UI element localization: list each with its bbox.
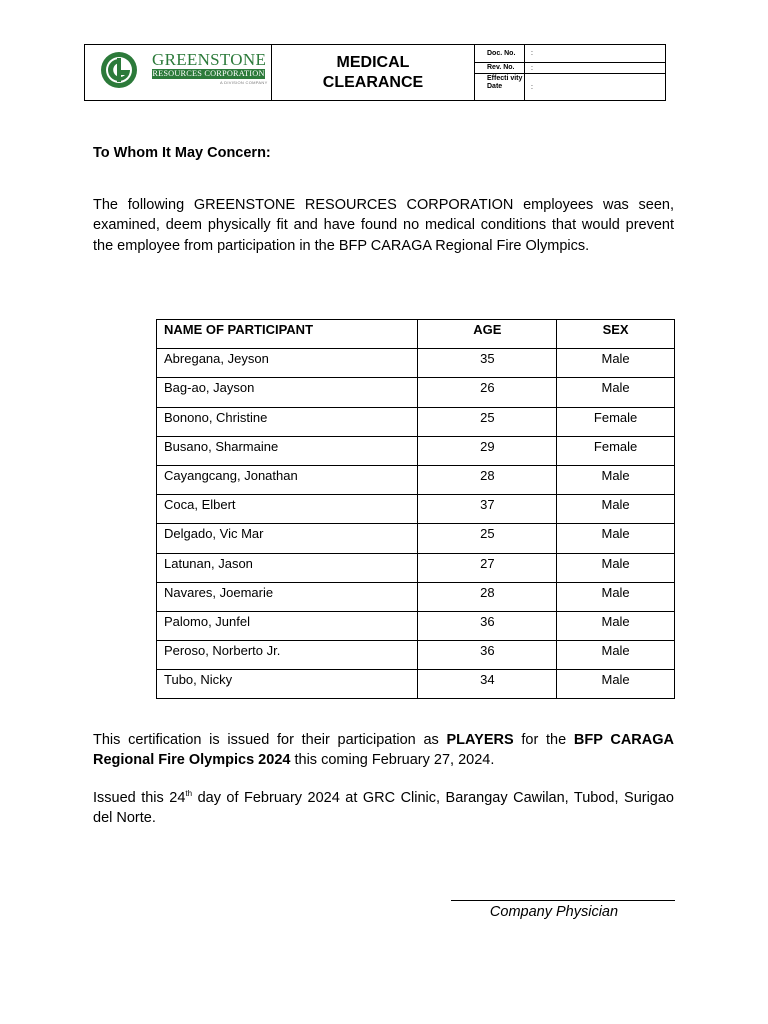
cell-name: Busano, Sharmaine — [157, 436, 418, 465]
cell-sex: Male — [557, 670, 675, 699]
cell-age: 26 — [418, 378, 557, 407]
header-age: AGE — [418, 320, 557, 349]
cell-age: 27 — [418, 553, 557, 582]
header-name: NAME OF PARTICIPANT — [157, 320, 418, 349]
cert-event: BFP CARAGA Regional Fire Olympics 2024 — [93, 732, 674, 769]
table-row — [157, 378, 675, 407]
table-row — [157, 582, 675, 611]
table-row — [157, 611, 675, 640]
cell-sex: Male — [557, 349, 675, 378]
table-header-row — [157, 320, 675, 349]
salutation: To Whom It May Concern: — [93, 145, 271, 161]
cell-sex: Male — [557, 495, 675, 524]
table-row — [157, 349, 675, 378]
meta-row-rev-no — [475, 63, 665, 74]
cell-name: Delgado, Vic Mar — [157, 524, 418, 553]
cell-sex: Male — [557, 641, 675, 670]
cell-name: Cayangcang, Jonathan — [157, 465, 418, 494]
cell-age: 35 — [418, 349, 557, 378]
cell-age: 28 — [418, 582, 557, 611]
table-row — [157, 670, 675, 699]
document-title — [272, 45, 475, 100]
table-row — [157, 641, 675, 670]
signature-label: Company Physician — [489, 904, 619, 920]
table-row — [157, 495, 675, 524]
cell-name: Latunan, Jason — [157, 553, 418, 582]
cell-age: 37 — [418, 495, 557, 524]
cell-name: Bonono, Christine — [157, 407, 418, 436]
cell-sex: Female — [557, 407, 675, 436]
cell-age: 34 — [418, 670, 557, 699]
cell-sex: Male — [557, 582, 675, 611]
meta-label: Effecti vity Date — [475, 74, 525, 100]
meta-value: : — [531, 50, 533, 57]
cell-age: 36 — [418, 641, 557, 670]
cell-sex: Male — [557, 611, 675, 640]
logo-tagline: A DIVISION COMPANY — [220, 80, 268, 85]
cell-sex: Male — [557, 465, 675, 494]
cell-name: Tubo, Nicky — [157, 670, 418, 699]
header-sex: SEX — [557, 320, 675, 349]
greenstone-g-icon — [99, 50, 139, 90]
meta-row-doc-no — [475, 45, 665, 63]
issued-paragraph — [93, 788, 674, 829]
table-row — [157, 465, 675, 494]
cell-age: 29 — [418, 436, 557, 465]
issued-text-1: Issued this 24 — [93, 790, 186, 806]
title-line-1: MEDICAL — [336, 53, 410, 71]
document-header — [84, 44, 666, 101]
participants-table — [156, 319, 675, 699]
company-logo — [85, 45, 272, 100]
meta-value: : — [531, 64, 533, 72]
cert-text-1: This certification is issued for their participation as — [93, 732, 447, 748]
issued-day-suffix: th — [185, 789, 193, 799]
cell-age: 28 — [418, 465, 557, 494]
cert-role: PLAYERS — [446, 732, 514, 748]
cell-name: Navares, Joemarie — [157, 582, 418, 611]
certification-paragraph — [93, 730, 674, 771]
meta-label: Rev. No. — [475, 63, 525, 73]
cell-name: Bag-ao, Jayson — [157, 378, 418, 407]
logo-company-name: GREENSTONE — [152, 50, 267, 69]
title-line-2: CLEARANCE — [322, 73, 424, 91]
table-row — [157, 553, 675, 582]
table-row — [157, 436, 675, 465]
cell-sex: Male — [557, 524, 675, 553]
cell-age: 36 — [418, 611, 557, 640]
cell-age: 25 — [418, 524, 557, 553]
logo-company-sub: RESOURCES CORPORATION — [152, 69, 265, 78]
meta-value: : — [531, 83, 533, 91]
cell-name: Coca, Elbert — [157, 495, 418, 524]
meta-row-effectivity-date — [475, 74, 665, 100]
cell-sex: Male — [557, 553, 675, 582]
cert-text-2: for the — [513, 732, 574, 748]
meta-label: Doc. No. — [475, 45, 525, 62]
cell-name: Abregana, Jeyson — [157, 349, 418, 378]
cell-sex: Female — [557, 436, 675, 465]
cert-text-3: this coming February 27, 2024. — [290, 752, 495, 769]
document-meta — [475, 45, 665, 100]
intro-paragraph: The following GREENSTONE RESOURCES CORPORATION employees was seen, examined, deem physically fit and have found no medical conditions that would prevent the employee from participation in the BFP CARAGA Regional Fire Olympics. — [93, 197, 674, 254]
issued-text-2: day of February 2024 at GRC Clinic, Barangay Cawilan, Tubod, Surigao del Norte. — [93, 790, 674, 827]
table-row — [157, 524, 675, 553]
cell-sex: Male — [557, 378, 675, 407]
table-row — [157, 407, 675, 436]
cell-name: Peroso, Norberto Jr. — [157, 641, 418, 670]
signature-line — [451, 900, 675, 901]
cell-age: 25 — [418, 407, 557, 436]
cell-name: Palomo, Junfel — [157, 611, 418, 640]
